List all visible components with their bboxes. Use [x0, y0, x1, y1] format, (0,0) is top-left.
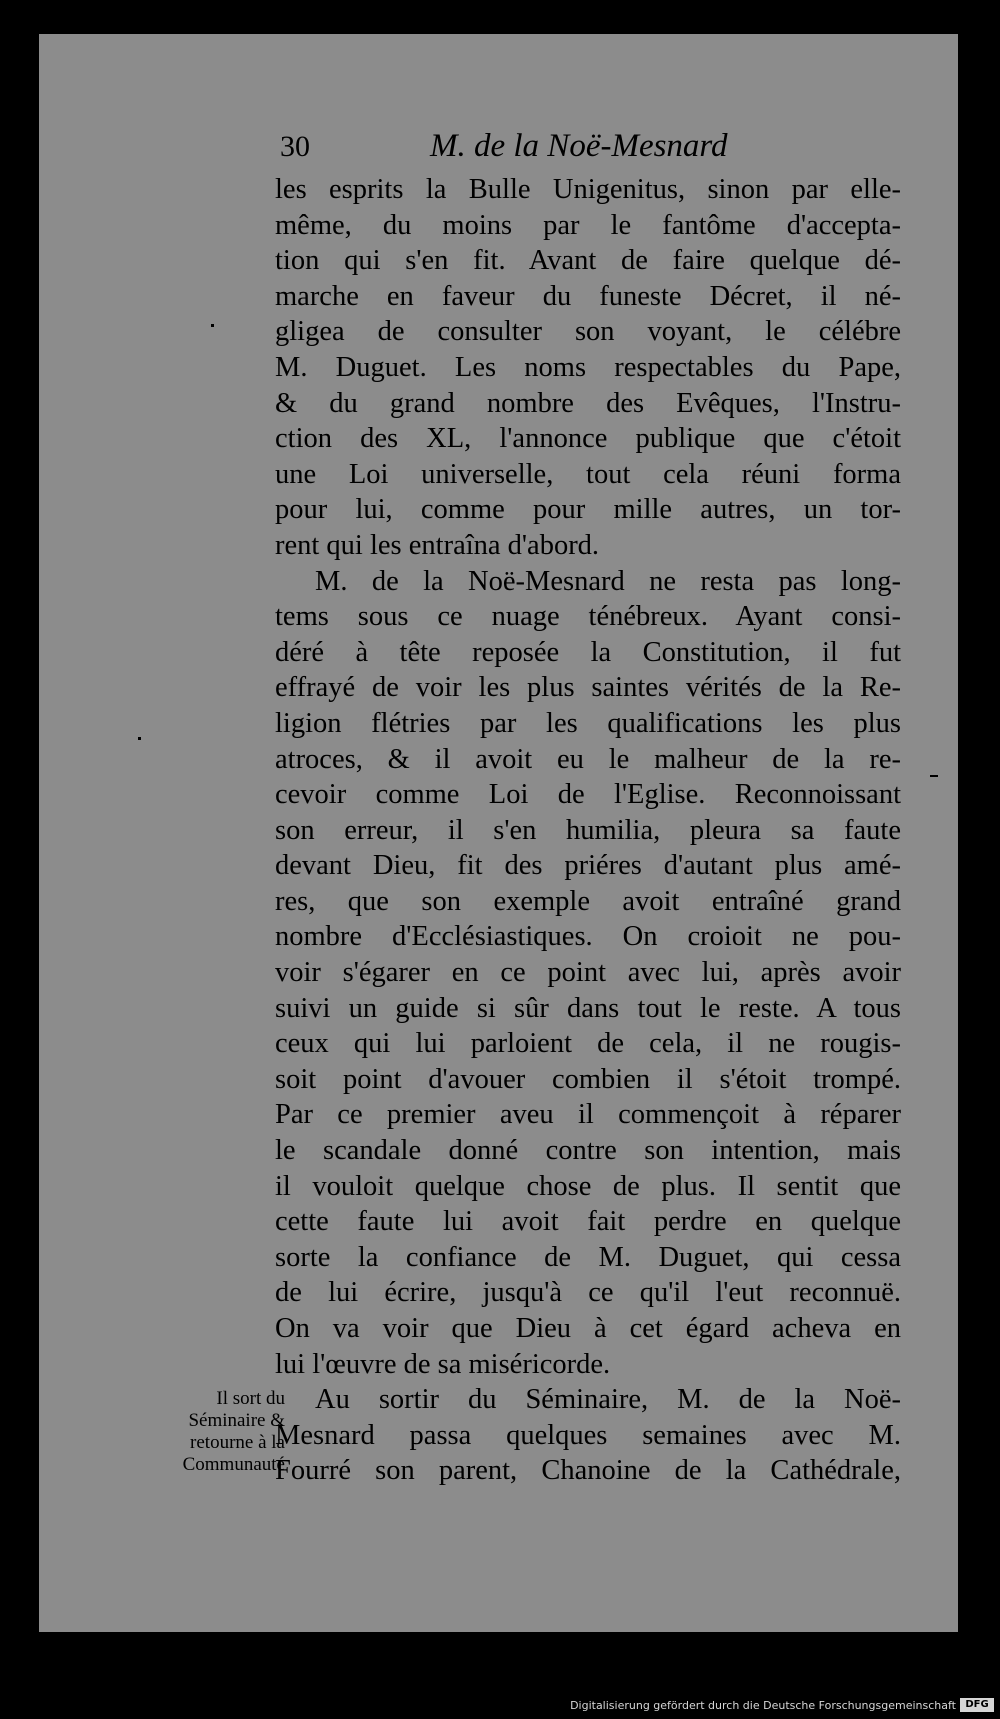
- text-line: même, du moins par le fantôme d'accepta-: [275, 209, 901, 241]
- text-line: res, que son exemple avoit entraîné grand: [275, 885, 901, 917]
- text-line: devant Dieu, fit des priéres d'autant plus amé-: [275, 850, 901, 882]
- text-line: nombre d'Ecclésiastiques. On croioit ne pou-: [275, 921, 901, 953]
- text-line: voir s'égarer en ce point avec lui, après avoir: [275, 957, 901, 989]
- digitization-credit: Digitalisierung gefördert durch die Deutsche Forschungsgemeinschaft: [570, 1699, 956, 1712]
- text-line: les esprits la Bulle Unigenitus, sinon par elle-: [275, 174, 901, 205]
- text-line: de lui écrire, jusqu'à ce qu'il l'eut reconnuë.: [275, 1277, 901, 1309]
- scan-speck: [930, 775, 938, 777]
- page-number: 30: [280, 130, 310, 163]
- running-title: M. de la Noë-Mesnard: [430, 128, 728, 164]
- text-line: M. de la Noë-Mesnard ne resta pas long-: [315, 565, 901, 597]
- text-line: ceux qui lui parloient de cela, il ne rougis-: [275, 1028, 901, 1060]
- text-line: rent qui les entraîna d'abord.: [275, 529, 600, 561]
- text-line: cette faute lui avoit fait perdre en quelque: [275, 1206, 901, 1238]
- text-line: Mesnard passa quelques semaines avec M.: [275, 1419, 901, 1451]
- margin-note-line: Il sort du: [216, 1388, 285, 1409]
- scan-speck: [211, 324, 214, 327]
- text-line: & du grand nombre des Evêques, l'Instru-: [275, 387, 901, 419]
- text-line: sorte la confiance de M. Duguet, qui cessa: [275, 1241, 901, 1273]
- body-text: [275, 172, 901, 1489]
- text-line: effrayé de voir les plus saintes vérités de la Re-: [275, 672, 901, 704]
- text-line: tems sous ce nuage ténébreux. Ayant consi-: [275, 601, 901, 633]
- text-line: pour lui, comme pour mille autres, un tor-: [275, 494, 901, 526]
- margin-note-line: Communauté: [182, 1454, 285, 1475]
- text-line: On va voir que Dieu à cet égard acheva en: [275, 1313, 901, 1344]
- text-line: cevoir comme Loi de l'Eglise. Reconnoissant: [275, 779, 901, 811]
- text-line: atroces, & il avoit eu le malheur de la re-: [275, 743, 901, 775]
- text-line: une Loi universelle, tout cela réuni forma: [275, 458, 901, 490]
- text-line: M. Duguet. Les noms respectables du Pape,: [275, 351, 901, 383]
- text-line: Par ce premier aveu il commençoit à réparer: [275, 1099, 901, 1131]
- margin-note-line: Séminaire &: [188, 1410, 285, 1431]
- text-line: déré à tête reposée la Constitution, il fut: [275, 636, 901, 668]
- text-line: il vouloit quelque chose de plus. Il sentit que: [275, 1170, 901, 1202]
- text-line: gligea de consulter son voyant, le célébre: [275, 316, 901, 348]
- text-line: lui l'œuvre de sa miséricorde.: [275, 1348, 611, 1380]
- page-header: [280, 128, 900, 168]
- text-line: suivi un guide si sûr dans tout le reste. A tous: [275, 992, 901, 1024]
- text-line: tion qui s'en fit. Avant de faire quelque dé-: [275, 245, 901, 277]
- dfg-logo: DFG: [960, 1698, 994, 1712]
- text-line: ction des XL, l'annonce publique que c'étoit: [275, 423, 901, 455]
- text-line: son erreur, il s'en humilia, pleura sa faute: [275, 814, 901, 846]
- text-line: Fourré son parent, Chanoine de la Cathédrale,: [275, 1455, 901, 1487]
- scan-speck: [138, 737, 141, 740]
- text-line: Au sortir du Séminaire, M. de la Noë-: [315, 1384, 901, 1416]
- margin-note: [125, 1388, 285, 1476]
- text-line: marche en faveur du funeste Décret, il né-: [275, 280, 901, 312]
- margin-note-line: retourne à la: [190, 1432, 285, 1453]
- text-line: soit point d'avouer combien il s'étoit trompé.: [275, 1063, 901, 1095]
- text-line: ligion flétries par les qualifications les plus: [275, 707, 901, 739]
- text-line: le scandale donné contre son intention, mais: [275, 1135, 901, 1167]
